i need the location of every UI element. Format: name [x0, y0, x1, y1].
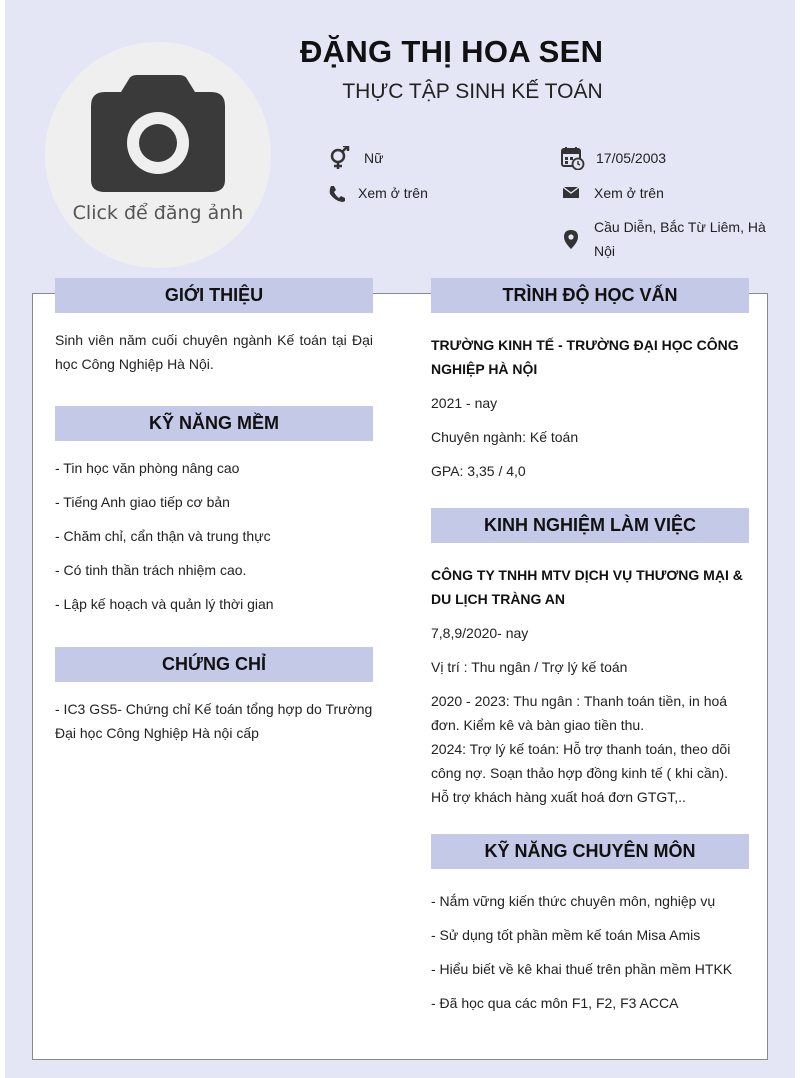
gender-icon [328, 146, 350, 170]
experience-position: Vị trí : Thu ngân / Trợ lý kế toán [431, 659, 628, 675]
address-line1: Cầu Diễn, Bắc Từ Liêm, Hà [594, 219, 766, 235]
education-gpa: GPA: 3,35 / 4,0 [431, 463, 526, 479]
list-item: - Đã học qua các môn F1, F2, F3 ACCA [431, 995, 679, 1011]
education-major: Chuyên ngành: Kế toán [431, 429, 579, 445]
photo-caption: Click để đăng ảnh [72, 202, 244, 224]
experience-detail-2: 2024: Trợ lý kế toán: Hỗ trợ thanh toán, theo dõi công nợ. Soạn thảo hợp đồng kinh tế ( khi cần). Hỗ trợ khách hàng xuất hoá đơn GTGT,.. [431, 741, 731, 805]
intro-text: Sinh viên năm cuối chuyên ngành Kế toán tại Đại học Công Nghiệp Hà Nội. [55, 332, 373, 372]
list-item: - Hiểu biết về kê khai thuế trên phần mềm HTKK [431, 961, 733, 977]
phone-value: Xem ở trên [358, 185, 428, 201]
experience-detail-1: 2020 - 2023: Thu ngân : Thanh toán tiền, in hoá đơn. Kiểm kê và bàn giao tiền thu. [431, 693, 728, 733]
phone-icon [328, 185, 346, 209]
photo-upload[interactable] [45, 42, 271, 268]
map-pin-icon [564, 230, 578, 250]
intro-heading: GIỚI THIỆU [55, 278, 373, 313]
school-name: TRƯỜNG KINH TẾ - TRƯỜNG ĐẠI HỌC CÔNG NGHIỆP HÀ NỘI [431, 337, 739, 377]
list-item: - Có tinh thần trách nhiệm cao. [55, 562, 247, 578]
phone-info [328, 181, 528, 205]
email-value: Xem ở trên [594, 185, 664, 201]
certificates-heading: CHỨNG CHỈ [55, 647, 373, 682]
dob-value: 17/05/2003 [596, 150, 667, 166]
address-info [564, 215, 774, 263]
email-info [563, 181, 763, 205]
gender-info [328, 146, 528, 170]
company-name: CÔNG TY TNHH MTV DỊCH VỤ THƯƠNG MẠI & DU LỊCH TRÀNG AN [431, 567, 743, 607]
certificates-text: - IC3 GS5- Chứng chỉ Kế toán tổng hợp do Trường Đại học Công Nghiệp Hà nội cấp [55, 701, 373, 741]
education-heading: TRÌNH ĐỘ HỌC VẤN [431, 278, 749, 313]
education-period: 2021 - nay [431, 395, 498, 411]
soft-skills-heading: KỸ NĂNG MỀM [55, 406, 373, 441]
list-item: - Lập kế hoạch và quản lý thời gian [55, 596, 274, 612]
list-item: - Sử dụng tốt phần mềm kế toán Misa Amis [431, 927, 701, 943]
list-item: - Tiếng Anh giao tiếp cơ bản [55, 494, 230, 510]
pro-skills-heading: KỸ NĂNG CHUYÊN MÔN [431, 834, 749, 869]
camera-icon [91, 74, 225, 194]
experience-heading: KINH NGHIỆM LÀM VIỆC [431, 508, 749, 543]
experience-period: 7,8,9/2020- nay [431, 625, 529, 641]
full-name: ĐẶNG THỊ HOA SEN [300, 34, 604, 69]
calendar-icon [561, 146, 585, 170]
job-title: THỰC TẬP SINH KẾ TOÁN [342, 80, 603, 103]
list-item: - Nắm vững kiến thức chuyên môn, nghiệp vụ [431, 893, 716, 909]
envelope-icon [563, 187, 579, 211]
address-line2: Nội [594, 243, 616, 259]
list-item: - Chăm chỉ, cẩn thận và trung thực [55, 528, 271, 544]
list-item: - Tin học văn phòng nâng cao [55, 460, 240, 476]
gender-value: Nữ [364, 150, 384, 166]
dob-info [561, 146, 761, 170]
